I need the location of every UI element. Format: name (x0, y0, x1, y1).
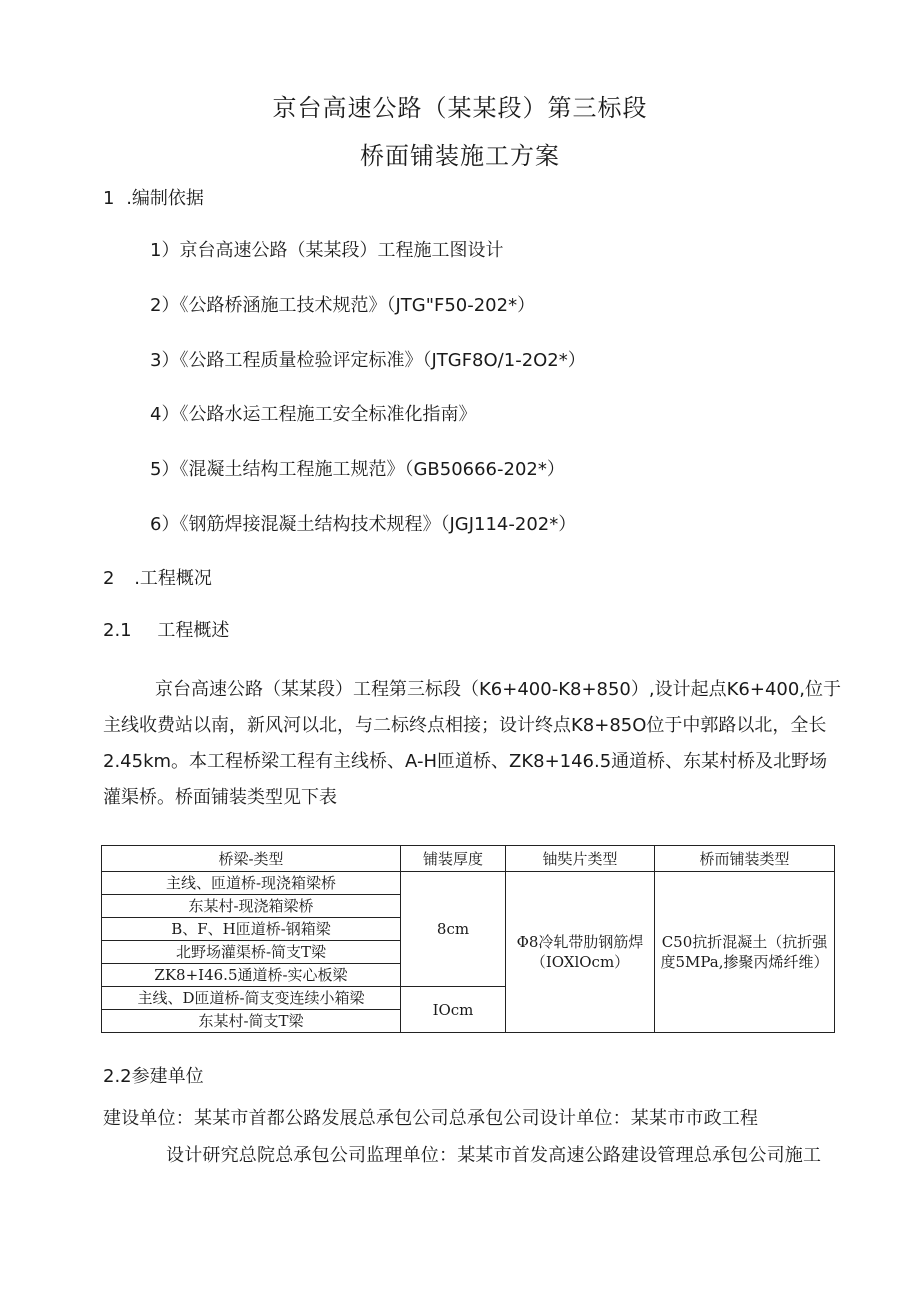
table-row (102, 872, 835, 895)
thickness-cell: IOcm (401, 987, 506, 1033)
bridge-type-cell: 主线、D匝道桥-简支变连续小箱梁 (102, 987, 401, 1010)
bridge-type-cell: ZK8+I46.5通道桥-实心板梁 (102, 964, 401, 987)
section-heading-1 (103, 184, 204, 210)
doc-title: 京台高速公路（某某段）第三标段 (272, 94, 648, 122)
section-number: 2.1 (103, 620, 132, 641)
bridge-type-cell: 主线、匝道桥-现浇箱梁桥 (102, 872, 401, 895)
header-cell: 桥而铺装类型 (655, 846, 835, 872)
doc-subtitle: 桥面铺装施工方案 (360, 142, 560, 170)
reference-item: 4）《公路水运工程施工安全标准化指南》 (150, 404, 477, 425)
reference-item: 1）京台高速公路（某某段）工程施工图设计 (150, 240, 504, 261)
mesh-type-cell: Φ8冷轧带肋钢筋焊（IOXlOcm） (506, 872, 655, 1033)
bridge-type-cell: 东某村-简支T梁 (102, 1010, 401, 1033)
thickness-cell: 8cm (401, 872, 506, 987)
section-title: .工程概况 (134, 568, 212, 589)
section-heading-2-1 (103, 616, 229, 642)
header-cell: 铀奘片类型 (506, 846, 655, 872)
table-header-row (102, 846, 835, 872)
units-line: 建设单位：某某市首都公路发展总承包公司总承包公司设计单位：某某市市政工程 (103, 1108, 759, 1129)
section-number: 2 (103, 568, 115, 589)
reference-item: 5）《混凝土结构工程施工规范》（GB50666-202*） (150, 459, 565, 480)
bridge-type-cell: 东某村-现浇箱梁桥 (102, 895, 401, 918)
section-heading-2-2: 2.2参建单位 (103, 1066, 204, 1087)
section-title: 工程概述 (157, 620, 230, 641)
header-cell: 铺装厚度 (401, 846, 506, 872)
reference-item: 2）《公路桥涵施工技术规范》（JTG"F50-202*） (150, 295, 536, 316)
section-number: 1 (103, 188, 115, 209)
overview-text: 京台高速公路（某某段）工程第三标段（K6+400-K8+850）,设计起点K6+400,位于主线收费站以南，新风河以北，与二标终点相接；设计终点K8+85O位于中郭路以北，全长2.45km。本工程桥梁工程有主线桥、A-H匝道桥、ZK8+146.5通道桥、东某村桥及北野场灌渠桥。桥面铺装类型见下表 (103, 679, 842, 808)
bridge-type-cell: 北野场灌渠桥-简支T梁 (102, 941, 401, 964)
reference-item: 3）《公路工程质量检验评定标准》（JTGF8O∕1-2O2*） (150, 350, 586, 371)
section-title: .编制依据 (126, 188, 204, 209)
header-cell: 桥梁-类型 (102, 846, 401, 872)
paving-type-cell: C50抗折混凝土（抗折强度5MPa,掺聚丙烯纤维） (655, 872, 835, 1033)
section-heading-2 (103, 564, 212, 590)
reference-item: 6）《钢筋焊接混凝土结构技术规程》（JGJ114-202*） (150, 514, 577, 535)
units-line: 设计研究总院总承包公司监理单位：某某市首发高速公路建设管理总承包公司施工 (166, 1145, 822, 1166)
bridge-type-cell: B、F、H匝道桥-钢箱梁 (102, 918, 401, 941)
overview-paragraph (103, 672, 843, 816)
paving-type-table (101, 845, 835, 1033)
